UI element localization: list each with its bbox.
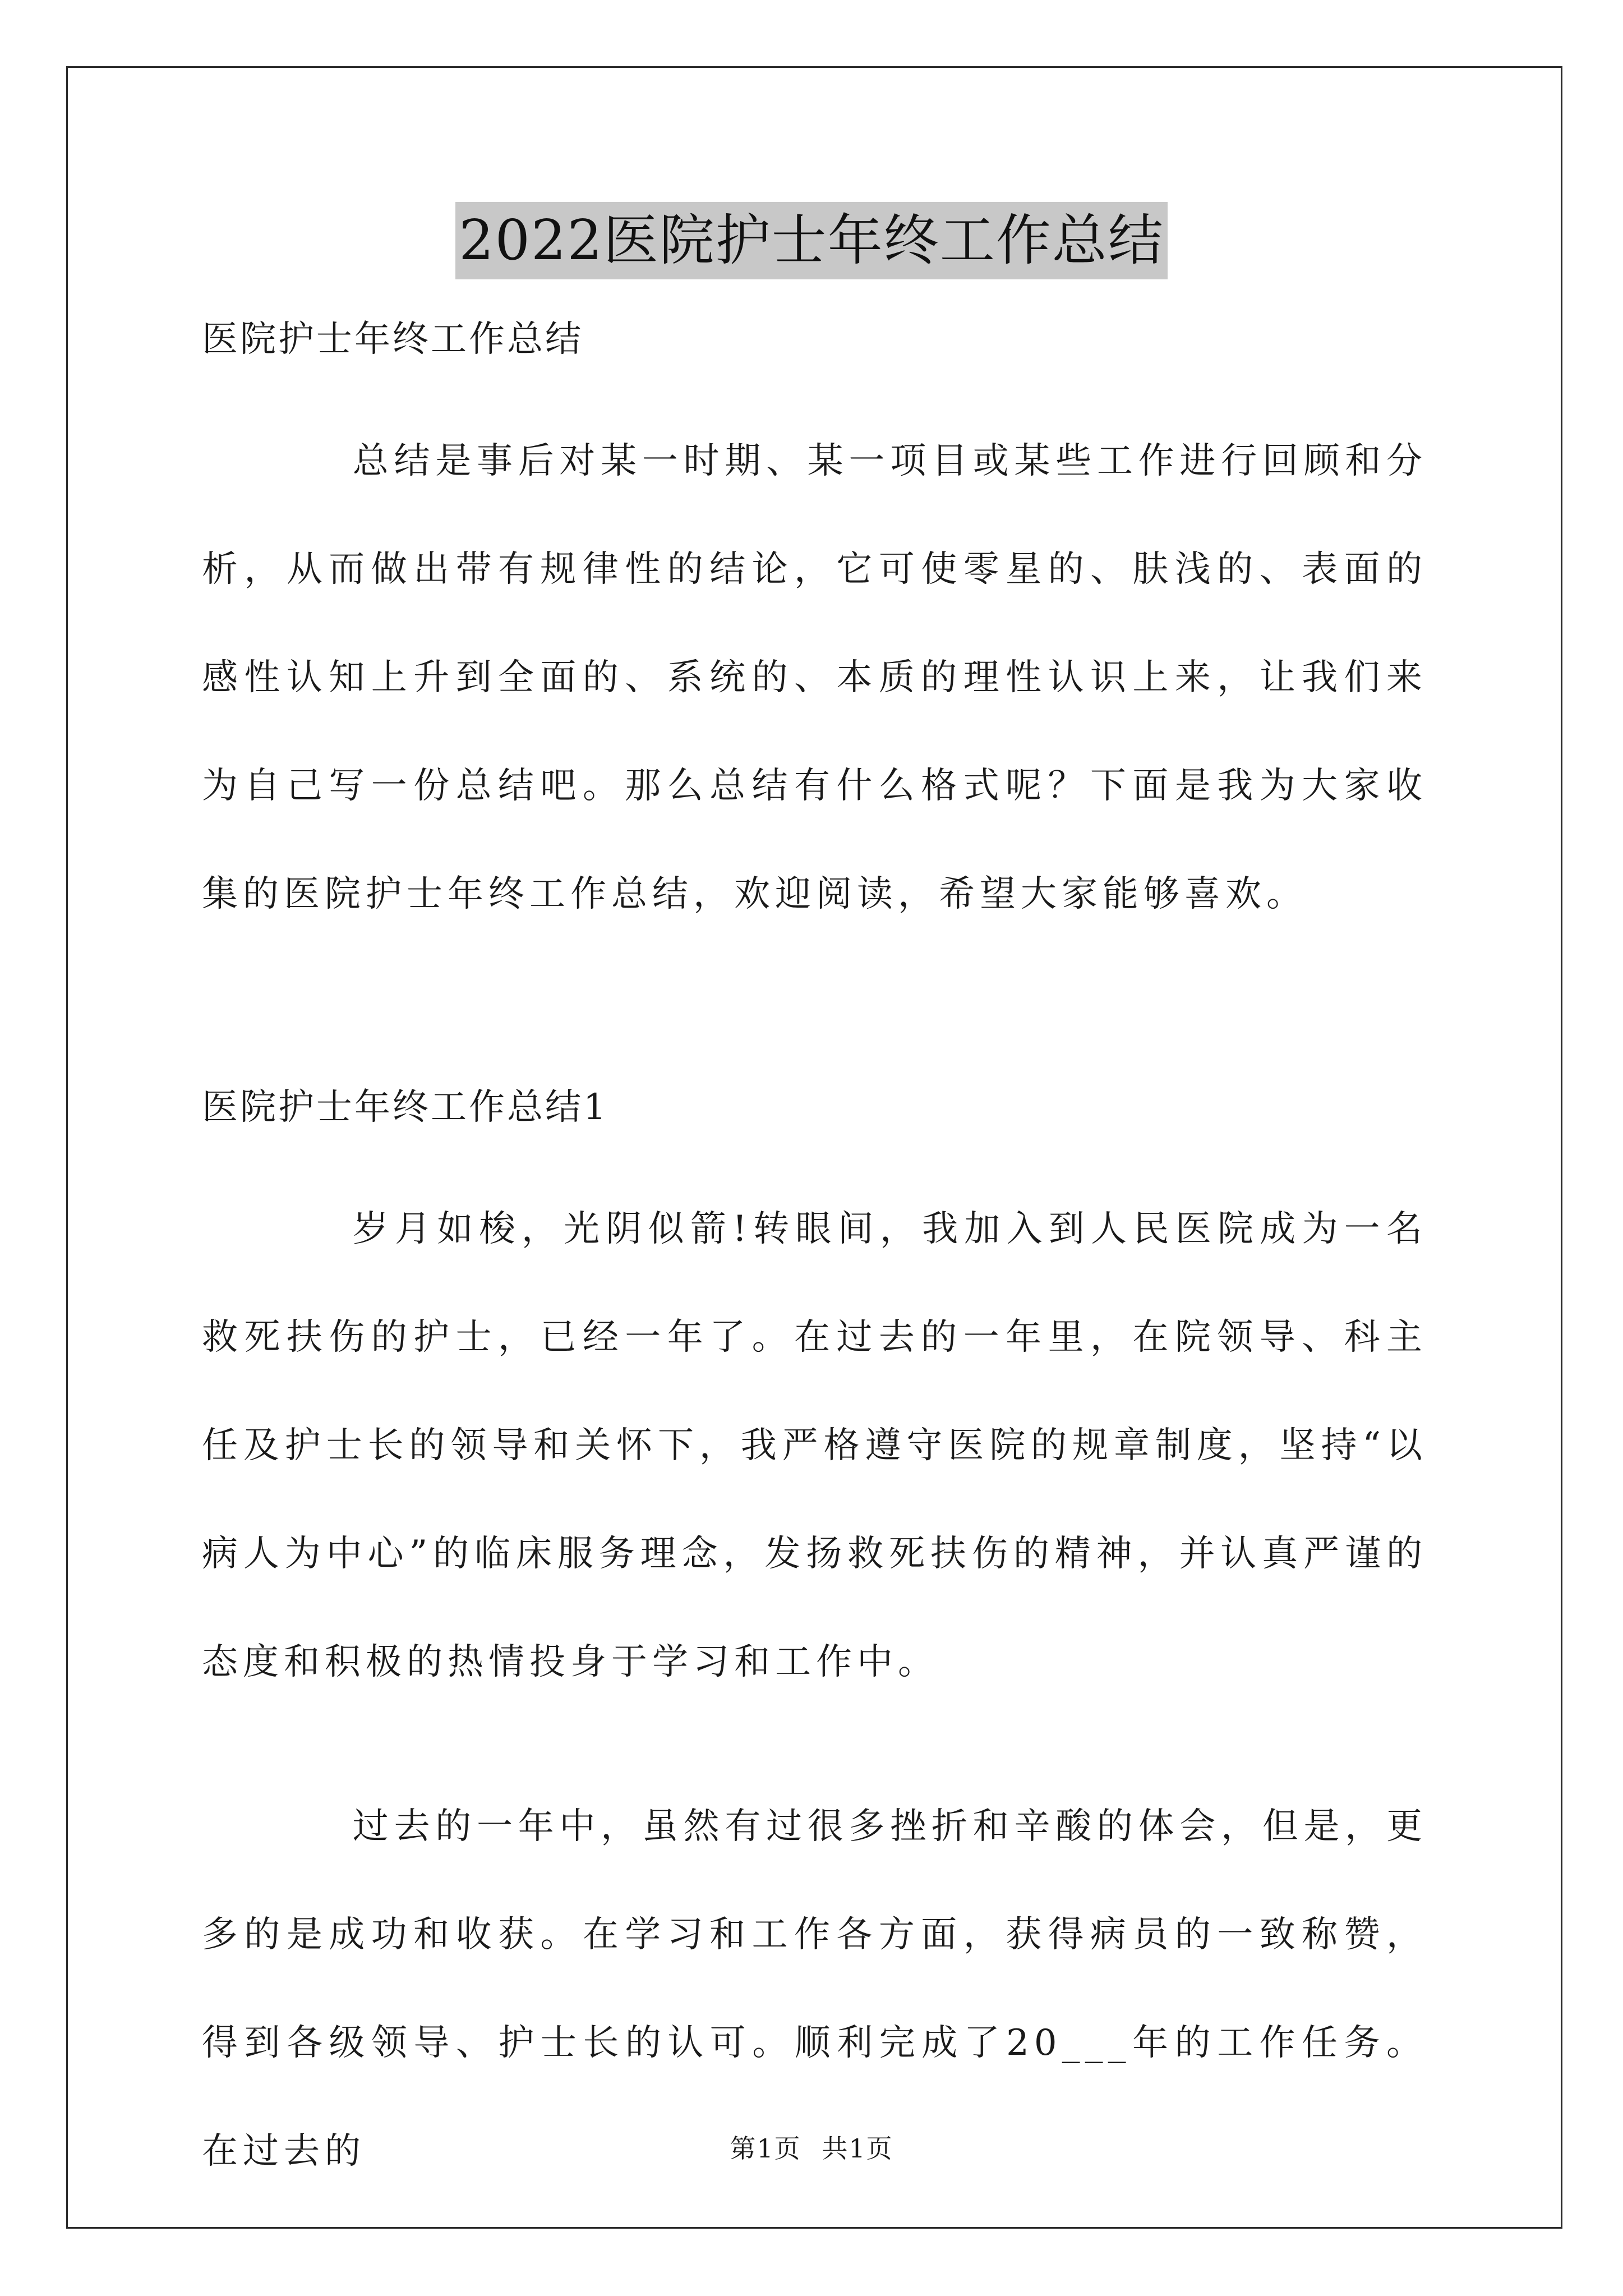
page-number: 第1页 bbox=[730, 2133, 801, 2164]
page-total: 共1页 bbox=[822, 2133, 893, 2164]
document-title: 2022医院护士年终工作总结 bbox=[455, 202, 1167, 279]
section1-paragraph: 过去的一年中，虽然有过很多挫折和辛酸的体会，但是，更多的是成功和收获。在学习和工作各方面，获得病员的一致称赞，得到各级领导、护士长的认可。顺利完成了20___年的工作任务。在过去的 bbox=[202, 1806, 1427, 2172]
section1-heading: 医院护士年终工作总结1 bbox=[202, 1087, 608, 1128]
title-container bbox=[0, 202, 1623, 279]
intro-heading: 医院护士年终工作总结 bbox=[202, 319, 583, 360]
document-body bbox=[202, 314, 1427, 2206]
intro-paragraph: 总结是事后对某一时期、某一项目或某些工作进行回顾和分析，从而做出带有规律性的结论，它可使零星的、肤浅的、表面的感性认知上升到全面的、系统的、本质的理性认识上来，让我们来为自己写一份总结吧。那么总结有什么格式呢？下面是我为大家收集的医院护士年终工作总结，欢迎阅读，希望大家能够喜欢。 bbox=[202, 440, 1427, 915]
section1-paragraph: 岁月如梭，光阴似箭!转眼间，我加入到人民医院成为一名救死扶伤的护士，已经一年了。在过去的一年里，在院领导、科主任及护士长的领导和关怀下，我严格遵守医院的规章制度，坚持“以病人为中心”的临床服务理念，发扬救死扶伤的精神，并认真严谨的态度和积极的热情投身于学习和工作中。 bbox=[202, 1208, 1427, 1683]
page-footer bbox=[0, 2132, 1623, 2165]
